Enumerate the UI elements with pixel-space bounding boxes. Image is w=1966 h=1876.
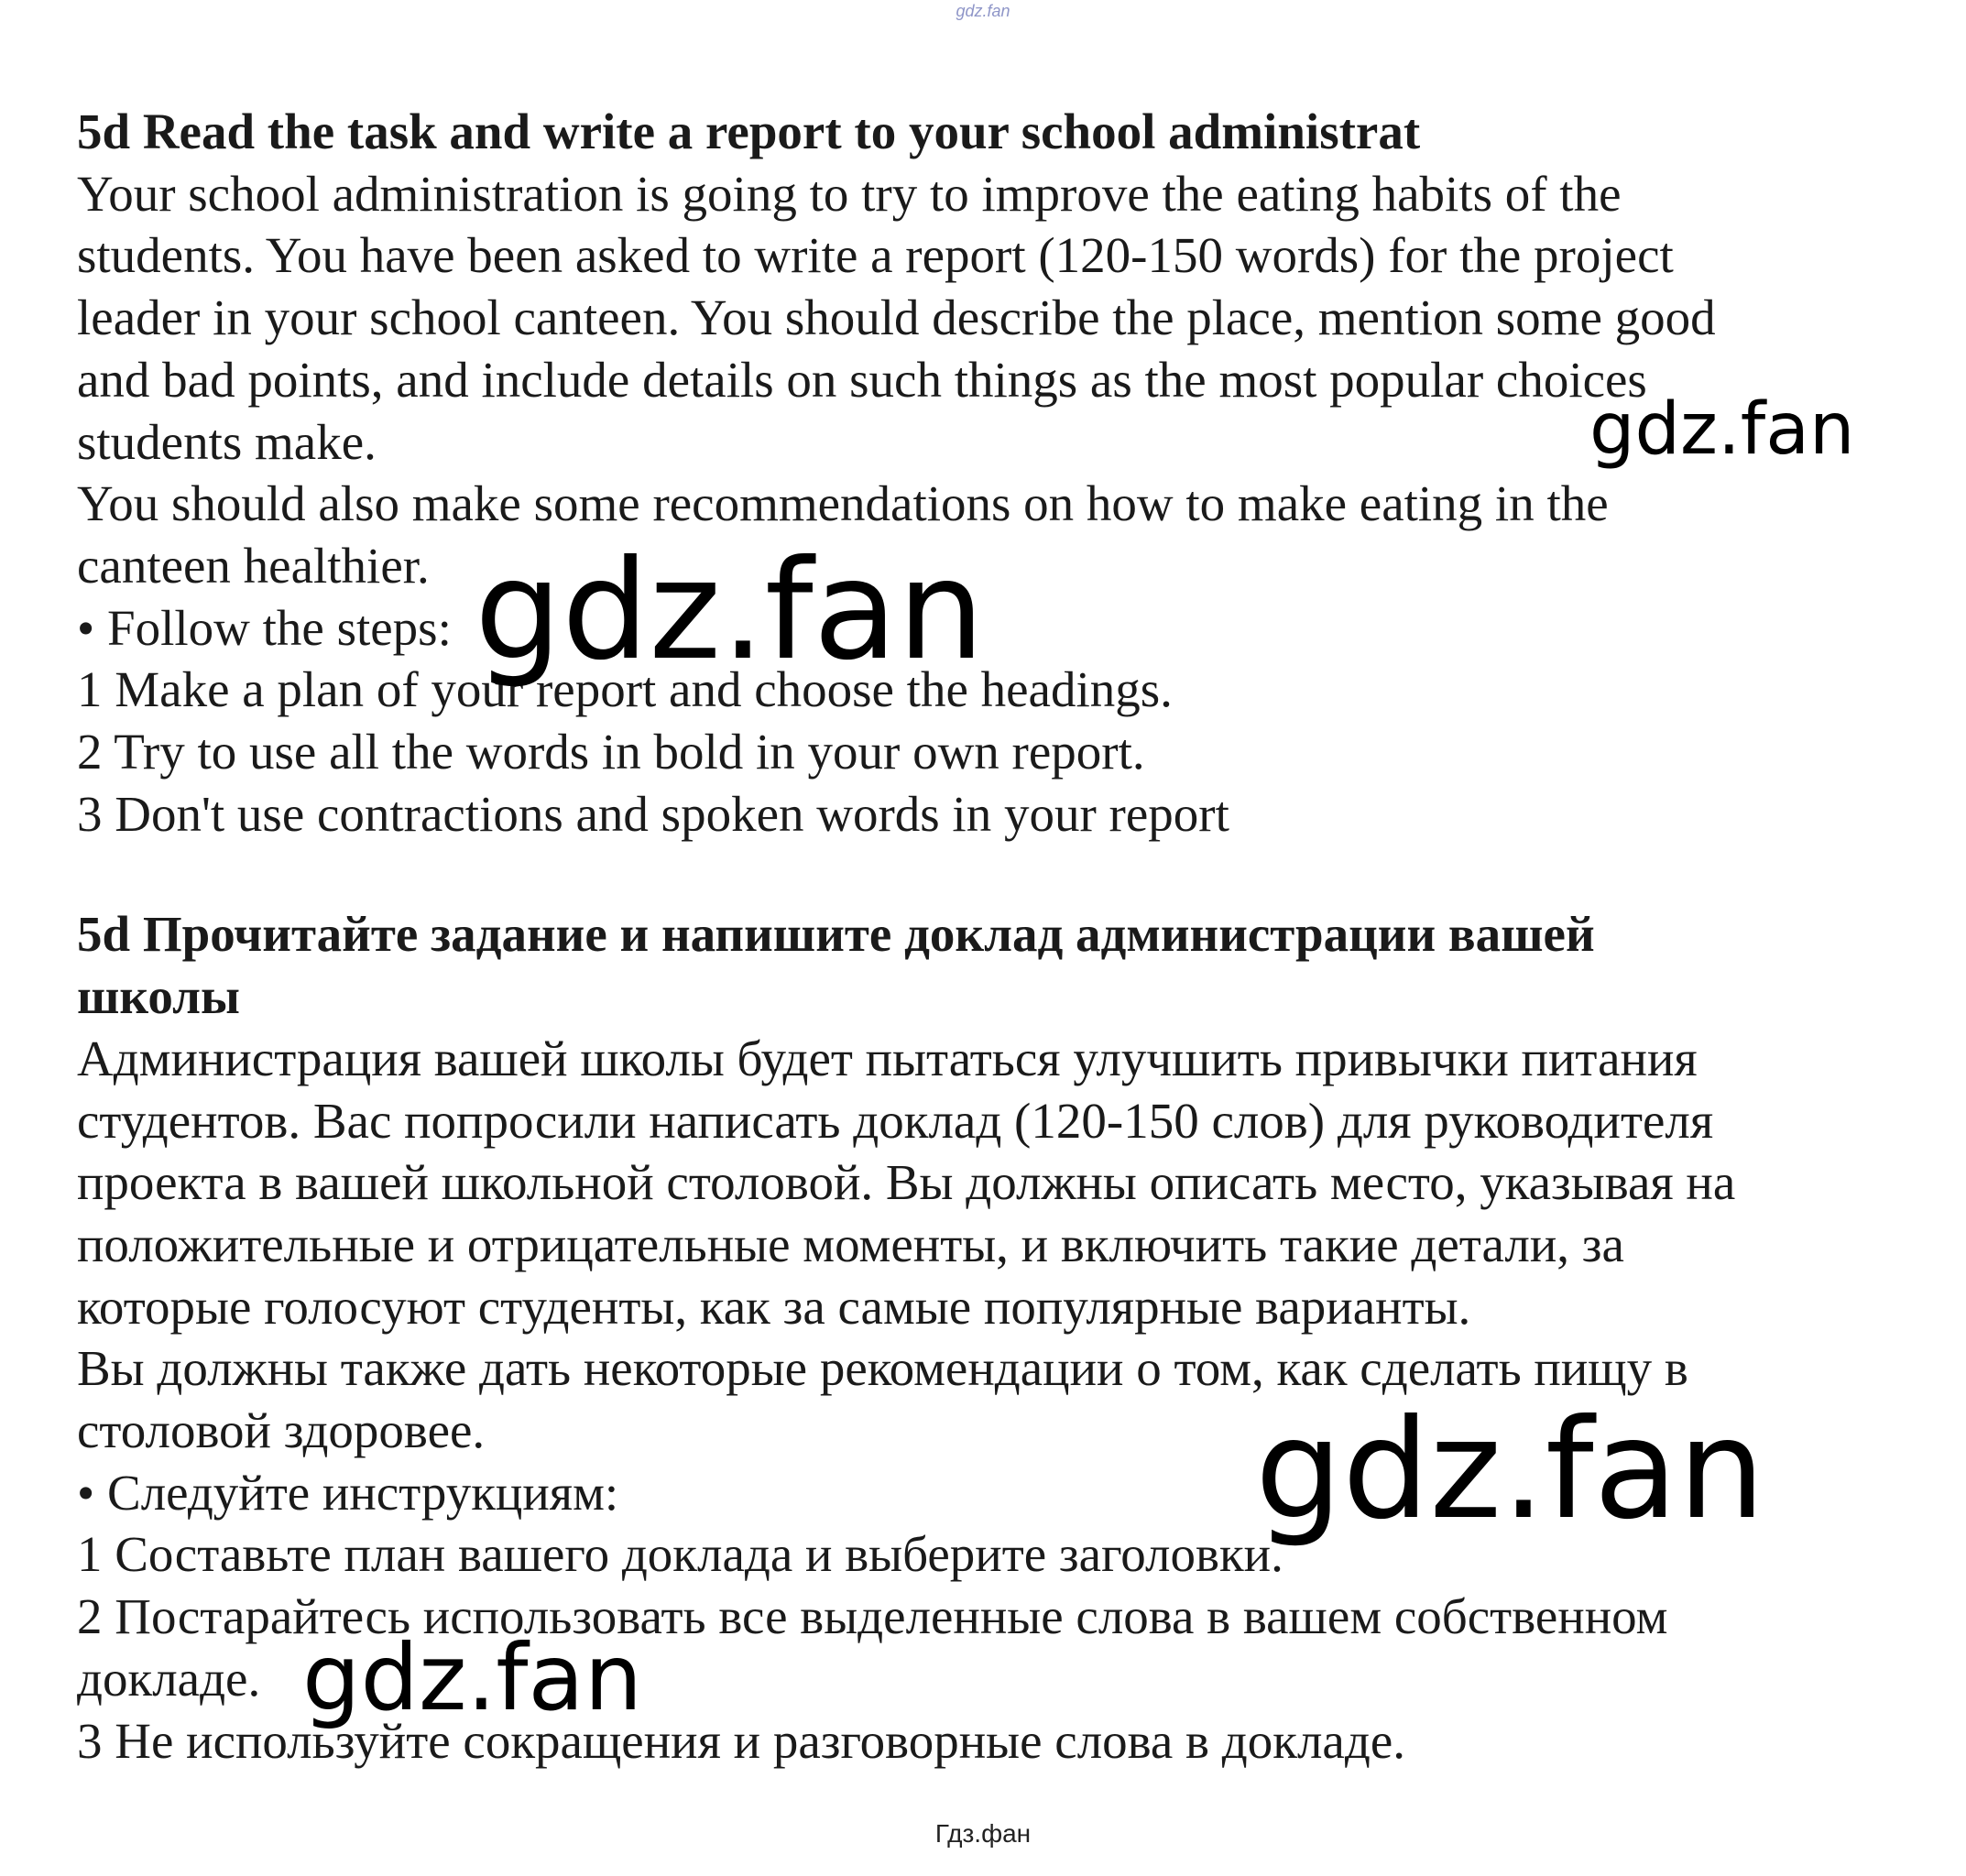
paragraph-line: Администрация вашей школы будет пытаться улучшить привычки питания xyxy=(77,1030,1698,1086)
paragraph-line: students make. xyxy=(77,413,377,470)
watermark: gdz.fan xyxy=(1255,1391,1765,1550)
russian-follow-steps: • Следуйте инструкциям: xyxy=(77,1464,619,1521)
paragraph-line: Your school administration is going to try to improve the eating habits of the xyxy=(77,165,1622,222)
english-step-1: 1 Make a plan of your report and choose the headings. xyxy=(77,661,1173,718)
paragraph-line: положительные и отрицательные моменты, и включить такие детали, за xyxy=(77,1216,1624,1272)
top-watermark: gdz.fan xyxy=(956,2,1010,20)
page-footer: Гдз.фан xyxy=(934,1819,1032,1848)
watermark: gdz.fan xyxy=(302,1624,643,1731)
watermark: gdz.fan xyxy=(1589,388,1855,471)
paragraph-line: столовой здоровее. xyxy=(77,1402,486,1459)
step-line: докладе. xyxy=(77,1650,261,1707)
english-section xyxy=(77,101,1909,845)
step-line: 2 Постарайтесь использовать все выделенные слова в вашем собственном xyxy=(77,1588,1668,1645)
english-heading: 5d Read the task and write a report to your school administrat xyxy=(77,104,1421,159)
english-step-2: 2 Try to use all the words in bold in your own report. xyxy=(77,724,1145,780)
english-follow-steps: • Follow the steps: xyxy=(77,599,452,656)
paragraph-line: and bad points, and include details on such things as the most popular choices xyxy=(77,351,1647,408)
paragraph-line: You should also make some recommendations on how to make eating in the xyxy=(77,475,1609,532)
paragraph-line: students. You have been asked to write a report (120-150 words) for the project xyxy=(77,227,1674,284)
paragraph-line: leader in your school canteen. You should describe the place, mention some good xyxy=(77,289,1716,346)
russian-heading xyxy=(77,903,1909,1027)
paragraph-line: canteen healthier. xyxy=(77,537,430,594)
heading-line: 5d Прочитайте задание и напишите доклад администрации вашей xyxy=(77,906,1595,963)
english-step-3: 3 Don't use contractions and spoken words in your report xyxy=(77,785,1229,842)
russian-step-1: 1 Составьте план вашего доклада и выберите заголовки. xyxy=(77,1526,1283,1583)
watermark: gdz.fan xyxy=(475,531,985,691)
paragraph-line: проекта в вашей школьной столовой. Вы должны описать место, указывая на xyxy=(77,1154,1736,1211)
paragraph-line: Вы должны также дать некоторые рекомендации о том, как сделать пищу в xyxy=(77,1340,1688,1397)
russian-task-paragraph xyxy=(77,1028,1909,1338)
russian-step-3: 3 Не используйте сокращения и разговорные слова в докладе. xyxy=(77,1712,1405,1769)
heading-line: школы xyxy=(77,968,240,1025)
paragraph-line: которые голосуют студенты, как за самые популярные варианты. xyxy=(77,1278,1471,1335)
paragraph-line: студентов. Вас попросили написать доклад (120-150 слов) для руководителя xyxy=(77,1092,1714,1149)
english-recommendation-paragraph xyxy=(77,473,1909,596)
